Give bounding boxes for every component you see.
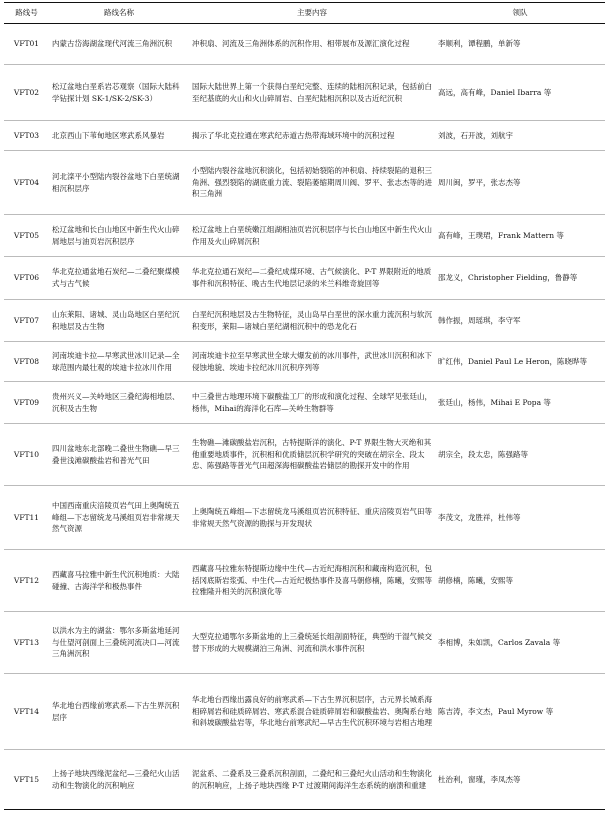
route-name: 上扬子地块西缘泥盆纪—三叠纪火山活动和生物演化的沉积响应 bbox=[49, 750, 189, 810]
route-code: VFT04 bbox=[4, 151, 49, 215]
route-content: 河南埃迪卡拉至早寒武世全球大爆发前的冰川事件，武世冰川沉积和冰下侵蚀地貌、埃迪卡拉纪冰川沉积序列等 bbox=[189, 342, 435, 382]
route-leader: 李顺利，谭程鹏，单新等 bbox=[435, 24, 605, 65]
table-row bbox=[4, 750, 605, 810]
route-name: 河北滦平小型陆内裂谷盆地下白垩统湖相沉积层序 bbox=[49, 151, 189, 215]
route-leader: 陈吉涛，李文杰，Paul Myrow 等 bbox=[435, 674, 605, 750]
route-code: VFT12 bbox=[4, 550, 49, 612]
route-leader: 李相博，朱如凯，Carlos Zavala 等 bbox=[435, 612, 605, 674]
header-route-name: 路线名称 bbox=[49, 3, 189, 24]
route-code: VFT14 bbox=[4, 674, 49, 750]
route-name: 山东莱阳、诸城、灵山岛地区白垩纪沉积地层及古生物 bbox=[49, 300, 189, 342]
route-leader: 高远，高有峰，Daniel Ibarra 等 bbox=[435, 65, 605, 121]
table-row bbox=[4, 151, 605, 215]
route-code: VFT02 bbox=[4, 65, 49, 121]
table-row bbox=[4, 257, 605, 300]
route-code: VFT09 bbox=[4, 382, 49, 424]
table-row bbox=[4, 24, 605, 65]
route-name: 北京西山下苇甸地区寒武系风暴岩 bbox=[49, 121, 189, 151]
table-row bbox=[4, 674, 605, 750]
route-code: VFT08 bbox=[4, 342, 49, 382]
route-name: 中国西南重庆涪陵页岩气田上奥陶统五峰组—下志留统龙马溪组页岩非常规天然气资源 bbox=[49, 486, 189, 550]
route-content: 揭示了华北克拉通在寒武纪赤道古热带海域环境中的沉积过程 bbox=[189, 121, 435, 151]
route-content: 冲积扇、河流及三角洲体系的沉积作用、相带展布及源汇演化过程 bbox=[189, 24, 435, 65]
table-row bbox=[4, 424, 605, 486]
route-name: 松辽盆地白垩系岩芯观察（国际大陆科学钻探计划 SK-1/SK-2/SK-3） bbox=[49, 65, 189, 121]
route-content: 松辽盆地上白垩统嫩江组湖相油页岩沉积层序与长白山地区中新生代火山作用及火山碎屑沉积 bbox=[189, 215, 435, 257]
route-leader: 刘波，石开波，刘航宇 bbox=[435, 121, 605, 151]
route-leader: 旷红伟，Daniel Paul Le Heron，陈晓晔等 bbox=[435, 342, 605, 382]
route-name: 松辽盆地和长白山地区中新生代火山碎屑地层与油页岩沉积层序 bbox=[49, 215, 189, 257]
route-content: 泥盆系、二叠系及三叠系沉积剖面，二叠纪和三叠纪火山活动和生物演化的沉积响应，上扬子地块西缘 P-T 过渡期间海洋生态系统的崩溃和重建 bbox=[189, 750, 435, 810]
table-row bbox=[4, 550, 605, 612]
route-name: 华北克拉通盆地石炭纪—二叠纪聚煤模式与古气候 bbox=[49, 257, 189, 300]
route-name: 河南埃迪卡拉—早寒武世冰川记录—全球范围内最壮观的埃迪卡拉冰川作用 bbox=[49, 342, 189, 382]
route-code: VFT15 bbox=[4, 750, 49, 810]
table-row bbox=[4, 382, 605, 424]
route-content: 国际大陆世界上第一个获得白垩纪完整、连续的陆相沉积记录，包括前白至纪基底的火山和火山碎屑岩、白垩纪陆相沉积以及古近纪沉积 bbox=[189, 65, 435, 121]
table-row bbox=[4, 215, 605, 257]
header-main-content: 主要内容 bbox=[189, 3, 435, 24]
route-name: 四川盆地东北部晚二叠世生物礁—早三叠世浅滩碳酸盐岩和普光气田 bbox=[49, 424, 189, 486]
header-row bbox=[4, 3, 605, 24]
route-content: 小型陆内裂谷盆地沉积演化，包括初始裂陷的冲积扇、持续裂陷的退积三角洲、强烈裂陷的湖底重力流、裂陷萎缩期周川阀、罗平、张志杰等的进积三角洲 bbox=[189, 151, 435, 215]
route-code: VFT11 bbox=[4, 486, 49, 550]
table-row bbox=[4, 65, 605, 121]
route-name: 西藏喜马拉雅中新生代沉积地质：大陆碰撞、古海洋学和极热事件 bbox=[49, 550, 189, 612]
route-code: VFT01 bbox=[4, 24, 49, 65]
route-content: 生物礁—滩碳酸盐岩沉积，古特提斯洋的演化、P-T 界限生物大灭绝和其他重要地质事件，沉积相和优质储层沉积学研究的突破在胡宗全、段太忠、陈强路等普光气田超深海相碳酸盐岩储层的勘探开发中的作用 bbox=[189, 424, 435, 486]
route-content: 大型克拉通鄂尔多斯盆地的上三叠统延长组剖面特征，典型的干湿气候交替下形成的大规模湖泊三角洲、河流和洪水事件沉积 bbox=[189, 612, 435, 674]
route-leader: 胡修楠，陈曦，安熙等 bbox=[435, 550, 605, 612]
route-leader: 高有峰，王璞珺，Frank Mattern 等 bbox=[435, 215, 605, 257]
table-row bbox=[4, 342, 605, 382]
route-name: 内蒙古岱海湖盆现代河流三角洲沉积 bbox=[49, 24, 189, 65]
route-content: 白垩纪沉积地层及古生物特征，灵山岛早白垩世的深水重力流沉积与软沉积变形，莱阳—诸城白垩纪湖相沉积中的恐龙化石 bbox=[189, 300, 435, 342]
table-header bbox=[4, 3, 605, 24]
route-name: 华北地台西缘前寒武系—下古生界沉积层序 bbox=[49, 674, 189, 750]
route-code: VFT03 bbox=[4, 121, 49, 151]
route-leader: 周川闽，罗平，张志杰等 bbox=[435, 151, 605, 215]
table-row bbox=[4, 612, 605, 674]
route-leader: 胡宗全，段太忠，陈强路等 bbox=[435, 424, 605, 486]
route-code: VFT13 bbox=[4, 612, 49, 674]
table-row bbox=[4, 300, 605, 342]
route-content: 西藏喜马拉雅东特提斯边缘中生代—古近纪海相沉积和藏南构造沉积，包括冈底斯岩浆弧、中生代—古近纪极热事件及喜马朝修楠，陈曦，安熙等拉雅隆升相关的沉积演化等 bbox=[189, 550, 435, 612]
route-content: 华北地台西缘出露良好的前寒武系—下古生界沉积层序，古元界长城系海相碎屑岩和硅质碎屑岩、寒武系混合硅质碎屑岩和碳酸盐岩、奥陶系台地和斜坡碳酸盐岩等，华北地台前寒武纪—早古生代沉积环境与岩相古地理 bbox=[189, 674, 435, 750]
field-trip-table bbox=[4, 2, 605, 810]
route-content: 中三叠世古地理环境下碳酸盐工厂的形成和演化过程、全球罕见张廷山，杨伟，Mihai的海洋化石库—关岭生物群等 bbox=[189, 382, 435, 424]
route-name: 以洪水为主的湖盆：鄂尔多斯盆地延河与仕望河剖面上三叠统河流决口—河流三角洲沉积 bbox=[49, 612, 189, 674]
route-content: 上奥陶统五峰组—下志留统龙马溪组页岩沉积特征、重庆涪陵页岩气田等非常规天然气资源的勘探与开发现状 bbox=[189, 486, 435, 550]
route-code: VFT07 bbox=[4, 300, 49, 342]
route-leader: 张廷山，杨伟，Mihai E Popa 等 bbox=[435, 382, 605, 424]
route-content: 华北克拉通石炭纪—二叠纪成煤环境、古气候演化、P-T 界限附近的地质事件和沉积特征、晚古生代地层记录的米兰科维奇旋回等 bbox=[189, 257, 435, 300]
table-body bbox=[4, 24, 605, 810]
route-leader: 杜治利，窗瑾，李凤杰等 bbox=[435, 750, 605, 810]
header-leader: 领队 bbox=[435, 3, 605, 24]
route-leader: 邵龙义，Christopher Fielding，鲁静等 bbox=[435, 257, 605, 300]
route-leader: 韩作振，周瑶琪，李守军 bbox=[435, 300, 605, 342]
table-row bbox=[4, 486, 605, 550]
route-code: VFT06 bbox=[4, 257, 49, 300]
header-route-number: 路线号 bbox=[4, 3, 49, 24]
route-code: VFT10 bbox=[4, 424, 49, 486]
route-name: 贵州兴义—关岭地区三叠纪海相地层、沉积及古生物 bbox=[49, 382, 189, 424]
route-code: VFT05 bbox=[4, 215, 49, 257]
table-row bbox=[4, 121, 605, 151]
route-leader: 李茂文，龙胜祥，杜伟等 bbox=[435, 486, 605, 550]
